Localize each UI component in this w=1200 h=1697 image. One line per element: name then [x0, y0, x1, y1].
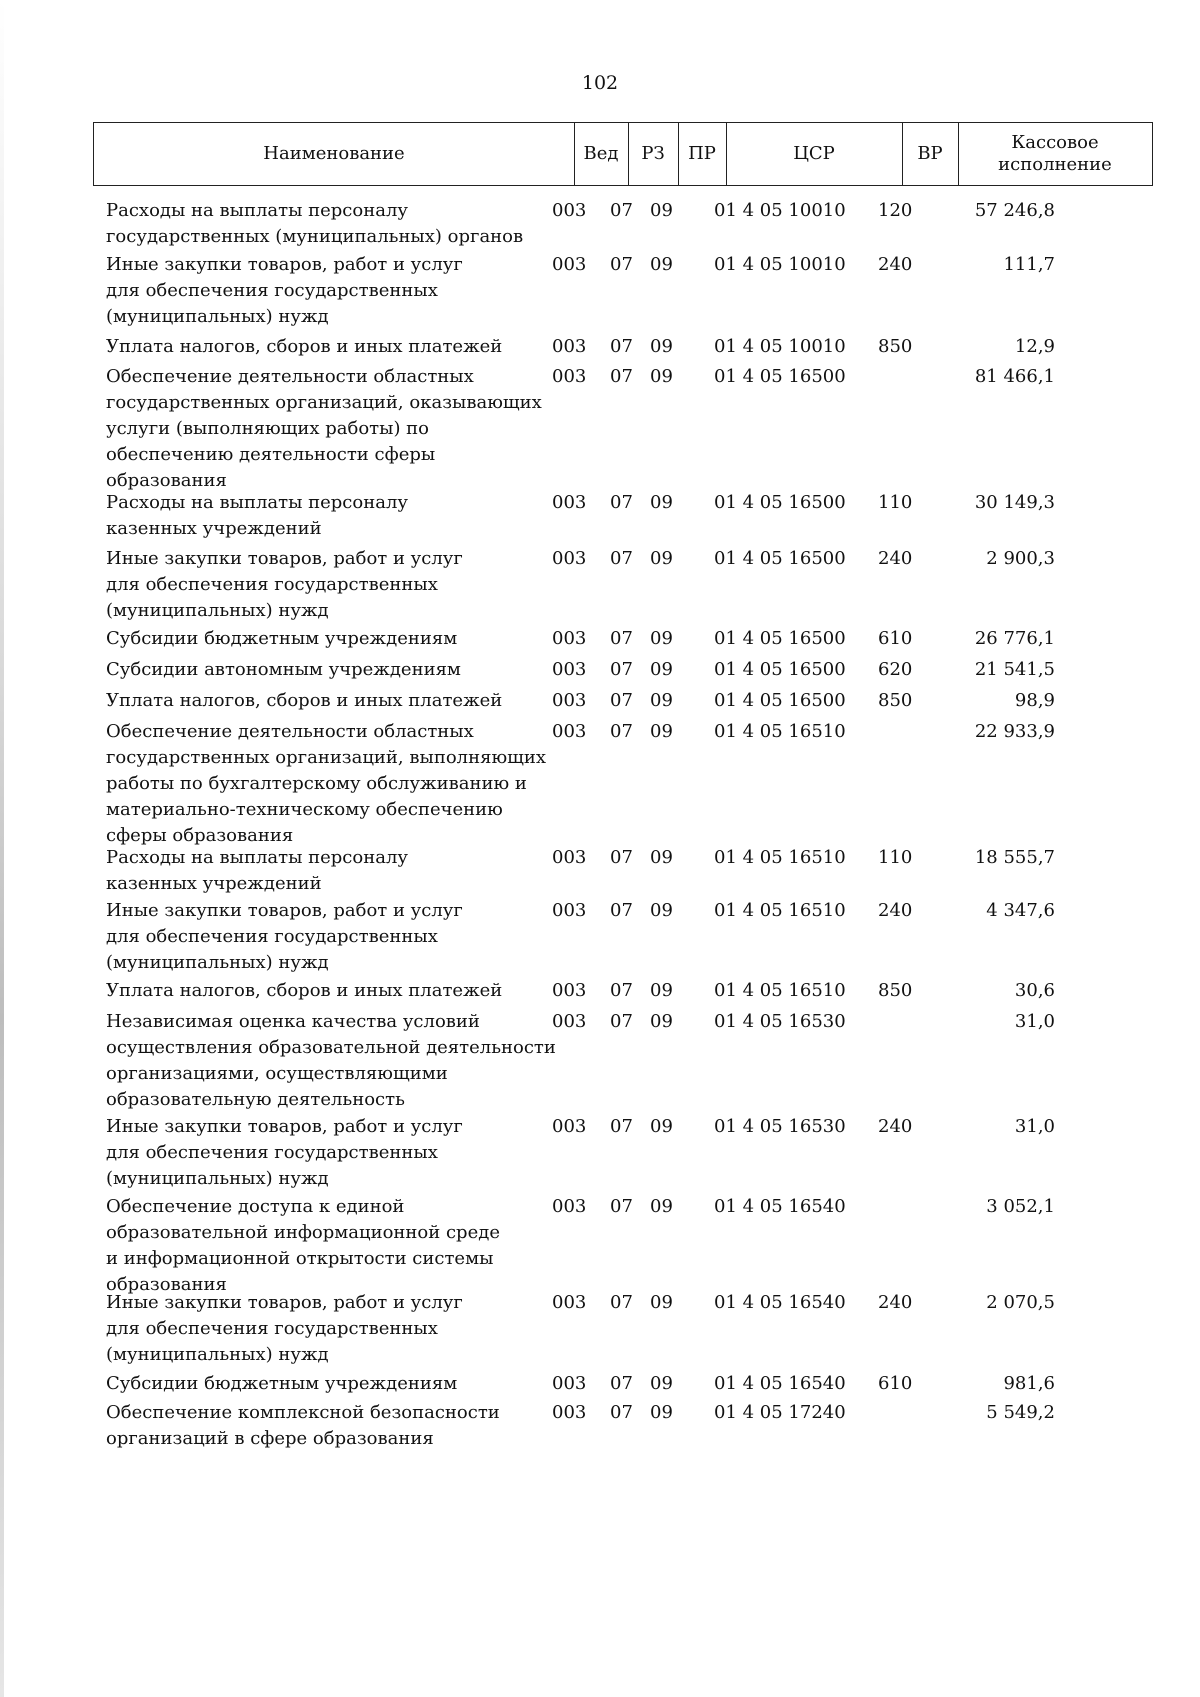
cell-vr: 850: [878, 690, 913, 711]
cell-amount: 22 933,9: [974, 721, 1055, 742]
cell-ved: 003: [552, 1292, 587, 1313]
cell-csr: 01 4 05 16510: [714, 721, 846, 742]
cell-name: Обеспечение деятельности областных государственных организаций, оказывающих услуги (выполняющих работы) по обеспечению деятельности сферы образования: [106, 366, 542, 491]
cell-rz: 07: [610, 200, 633, 221]
cell-csr: 01 4 05 16530: [714, 1011, 846, 1032]
cell-vr: 240: [878, 1292, 913, 1313]
cell-ved: 003: [552, 847, 587, 868]
cell-name: Обеспечение доступа к единой образовательной информационной среде и информационной открытости системы образования: [106, 1196, 500, 1295]
cell-vr: 240: [878, 1116, 913, 1137]
cell-name: Уплата налогов, сборов и иных платежей: [106, 336, 503, 357]
cell-name: Обеспечение деятельности областных государственных организаций, выполняющих работы по бухгалтерскому обслуживанию и материально-техническому обеспечению сферы образования: [106, 721, 547, 846]
cell-ved: 003: [552, 548, 587, 569]
cell-vr: 610: [878, 628, 913, 649]
cell-vr: 110: [878, 847, 913, 868]
cell-csr: 01 4 05 16500: [714, 548, 846, 569]
cell-name: Расходы на выплаты персоналу казенных учреждений: [106, 492, 408, 539]
cell-name: Субсидии бюджетным учреждениям: [106, 1373, 458, 1394]
cell-pr: 09: [650, 1011, 673, 1032]
cell-name: Уплата налогов, сборов и иных платежей: [106, 690, 503, 711]
cell-pr: 09: [650, 690, 673, 711]
cell-amount: 5 549,2: [986, 1402, 1055, 1423]
header-vr: ВР: [917, 143, 943, 164]
cell-rz: 07: [610, 980, 633, 1001]
cell-csr: 01 4 05 16500: [714, 366, 846, 387]
cell-csr: 01 4 05 16500: [714, 628, 846, 649]
cell-rz: 07: [610, 659, 633, 680]
cell-name: Субсидии бюджетным учреждениям: [106, 628, 458, 649]
cell-rz: 07: [610, 366, 633, 387]
cell-vr: 240: [878, 254, 913, 275]
cell-amount: 26 776,1: [974, 628, 1055, 649]
header-pr: ПР: [688, 143, 716, 164]
cell-amount: 98,9: [1014, 690, 1055, 711]
cell-pr: 09: [650, 200, 673, 221]
cell-name: Независимая оценка качества условий осуществления образовательной деятельности организациями, осуществляющими образовательную деятельность: [106, 1011, 556, 1110]
cell-rz: 07: [610, 847, 633, 868]
cell-vr: 850: [878, 980, 913, 1001]
cell-amount: 30,6: [1014, 980, 1055, 1001]
cell-name: Субсидии автономным учреждениям: [106, 659, 461, 680]
cell-vr: 610: [878, 1373, 913, 1394]
cell-csr: 01 4 05 16510: [714, 980, 846, 1001]
cell-ved: 003: [552, 1402, 587, 1423]
cell-pr: 09: [650, 1292, 673, 1313]
cell-ved: 003: [552, 659, 587, 680]
cell-ved: 003: [552, 980, 587, 1001]
cell-amount: 111,7: [1003, 254, 1055, 275]
cell-amount: 2 070,5: [986, 1292, 1055, 1313]
cell-amount: 18 555,7: [974, 847, 1055, 868]
cell-amount: 4 347,6: [986, 900, 1055, 921]
cell-rz: 07: [610, 1373, 633, 1394]
cell-csr: 01 4 05 16530: [714, 1116, 846, 1137]
cell-csr: 01 4 05 16510: [714, 900, 846, 921]
cell-ved: 003: [552, 1011, 587, 1032]
cell-vr: 620: [878, 659, 913, 680]
cell-amount: 81 466,1: [974, 366, 1055, 387]
cell-rz: 07: [610, 492, 633, 513]
cell-csr: 01 4 05 10010: [714, 254, 846, 275]
cell-amount: 2 900,3: [986, 548, 1055, 569]
cell-csr: 01 4 05 16510: [714, 847, 846, 868]
cell-name: Иные закупки товаров, работ и услуг для обеспечения государственных (муниципальных) нужд: [106, 1116, 463, 1189]
cell-csr: 01 4 05 16500: [714, 659, 846, 680]
cell-pr: 09: [650, 1116, 673, 1137]
header-amount: Кассовое исполнение: [998, 132, 1112, 175]
cell-amount: 30 149,3: [974, 492, 1055, 513]
cell-amount: 3 052,1: [986, 1196, 1055, 1217]
cell-ved: 003: [552, 1116, 587, 1137]
cell-pr: 09: [650, 628, 673, 649]
cell-vr: 240: [878, 900, 913, 921]
page-number: 102: [581, 72, 619, 94]
cell-amount: 31,0: [1014, 1116, 1055, 1137]
cell-pr: 09: [650, 336, 673, 357]
cell-amount: 57 246,8: [974, 200, 1055, 221]
cell-csr: 01 4 05 16540: [714, 1196, 846, 1217]
cell-csr: 01 4 05 17240: [714, 1402, 846, 1423]
cell-amount: 21 541,5: [974, 659, 1055, 680]
cell-rz: 07: [610, 1196, 633, 1217]
cell-name: Иные закупки товаров, работ и услуг для обеспечения государственных (муниципальных) нужд: [106, 900, 463, 973]
cell-ved: 003: [552, 1196, 587, 1217]
cell-vr: 240: [878, 548, 913, 569]
cell-ved: 003: [552, 366, 587, 387]
cell-ved: 003: [552, 900, 587, 921]
cell-ved: 003: [552, 492, 587, 513]
cell-amount: 12,9: [1014, 336, 1055, 357]
cell-rz: 07: [610, 1116, 633, 1137]
cell-rz: 07: [610, 628, 633, 649]
cell-amount: 981,6: [1003, 1373, 1055, 1394]
cell-csr: 01 4 05 10010: [714, 200, 846, 221]
cell-rz: 07: [610, 690, 633, 711]
cell-pr: 09: [650, 548, 673, 569]
cell-pr: 09: [650, 847, 673, 868]
cell-rz: 07: [610, 548, 633, 569]
cell-pr: 09: [650, 1373, 673, 1394]
cell-pr: 09: [650, 366, 673, 387]
cell-name: Иные закупки товаров, работ и услуг для обеспечения государственных (муниципальных) нужд: [106, 1292, 463, 1365]
cell-pr: 09: [650, 721, 673, 742]
cell-name: Иные закупки товаров, работ и услуг для обеспечения государственных (муниципальных) нужд: [106, 254, 463, 327]
cell-rz: 07: [610, 721, 633, 742]
cell-csr: 01 4 05 16500: [714, 690, 846, 711]
cell-csr: 01 4 05 10010: [714, 336, 846, 357]
cell-vr: 850: [878, 336, 913, 357]
cell-pr: 09: [650, 1196, 673, 1217]
cell-csr: 01 4 05 16540: [714, 1373, 846, 1394]
cell-amount: 31,0: [1014, 1011, 1055, 1032]
cell-rz: 07: [610, 1292, 633, 1313]
cell-ved: 003: [552, 254, 587, 275]
cell-vr: 110: [878, 492, 913, 513]
cell-ved: 003: [552, 721, 587, 742]
header-rz: РЗ: [641, 143, 665, 164]
cell-rz: 07: [610, 254, 633, 275]
cell-pr: 09: [650, 659, 673, 680]
cell-ved: 003: [552, 200, 587, 221]
cell-ved: 003: [552, 1373, 587, 1394]
header-csr: ЦСР: [793, 143, 835, 164]
cell-name: Уплата налогов, сборов и иных платежей: [106, 980, 503, 1001]
cell-rz: 07: [610, 900, 633, 921]
cell-rz: 07: [610, 1402, 633, 1423]
cell-pr: 09: [650, 492, 673, 513]
cell-pr: 09: [650, 254, 673, 275]
cell-ved: 003: [552, 690, 587, 711]
cell-rz: 07: [610, 336, 633, 357]
header-ved: Вед: [583, 143, 619, 164]
cell-name: Обеспечение комплексной безопасности организаций в сфере образования: [106, 1402, 500, 1449]
cell-pr: 09: [650, 1402, 673, 1423]
cell-rz: 07: [610, 1011, 633, 1032]
cell-csr: 01 4 05 16540: [714, 1292, 846, 1313]
header-name: Наименование: [263, 143, 405, 164]
cell-name: Расходы на выплаты персоналу государственных (муниципальных) органов: [106, 200, 524, 247]
cell-name: Расходы на выплаты персоналу казенных учреждений: [106, 847, 408, 894]
cell-vr: 120: [878, 200, 913, 221]
cell-csr: 01 4 05 16500: [714, 492, 846, 513]
cell-ved: 003: [552, 628, 587, 649]
cell-pr: 09: [650, 980, 673, 1001]
cell-name: Иные закупки товаров, работ и услуг для обеспечения государственных (муниципальных) нужд: [106, 548, 463, 621]
cell-pr: 09: [650, 900, 673, 921]
cell-ved: 003: [552, 336, 587, 357]
